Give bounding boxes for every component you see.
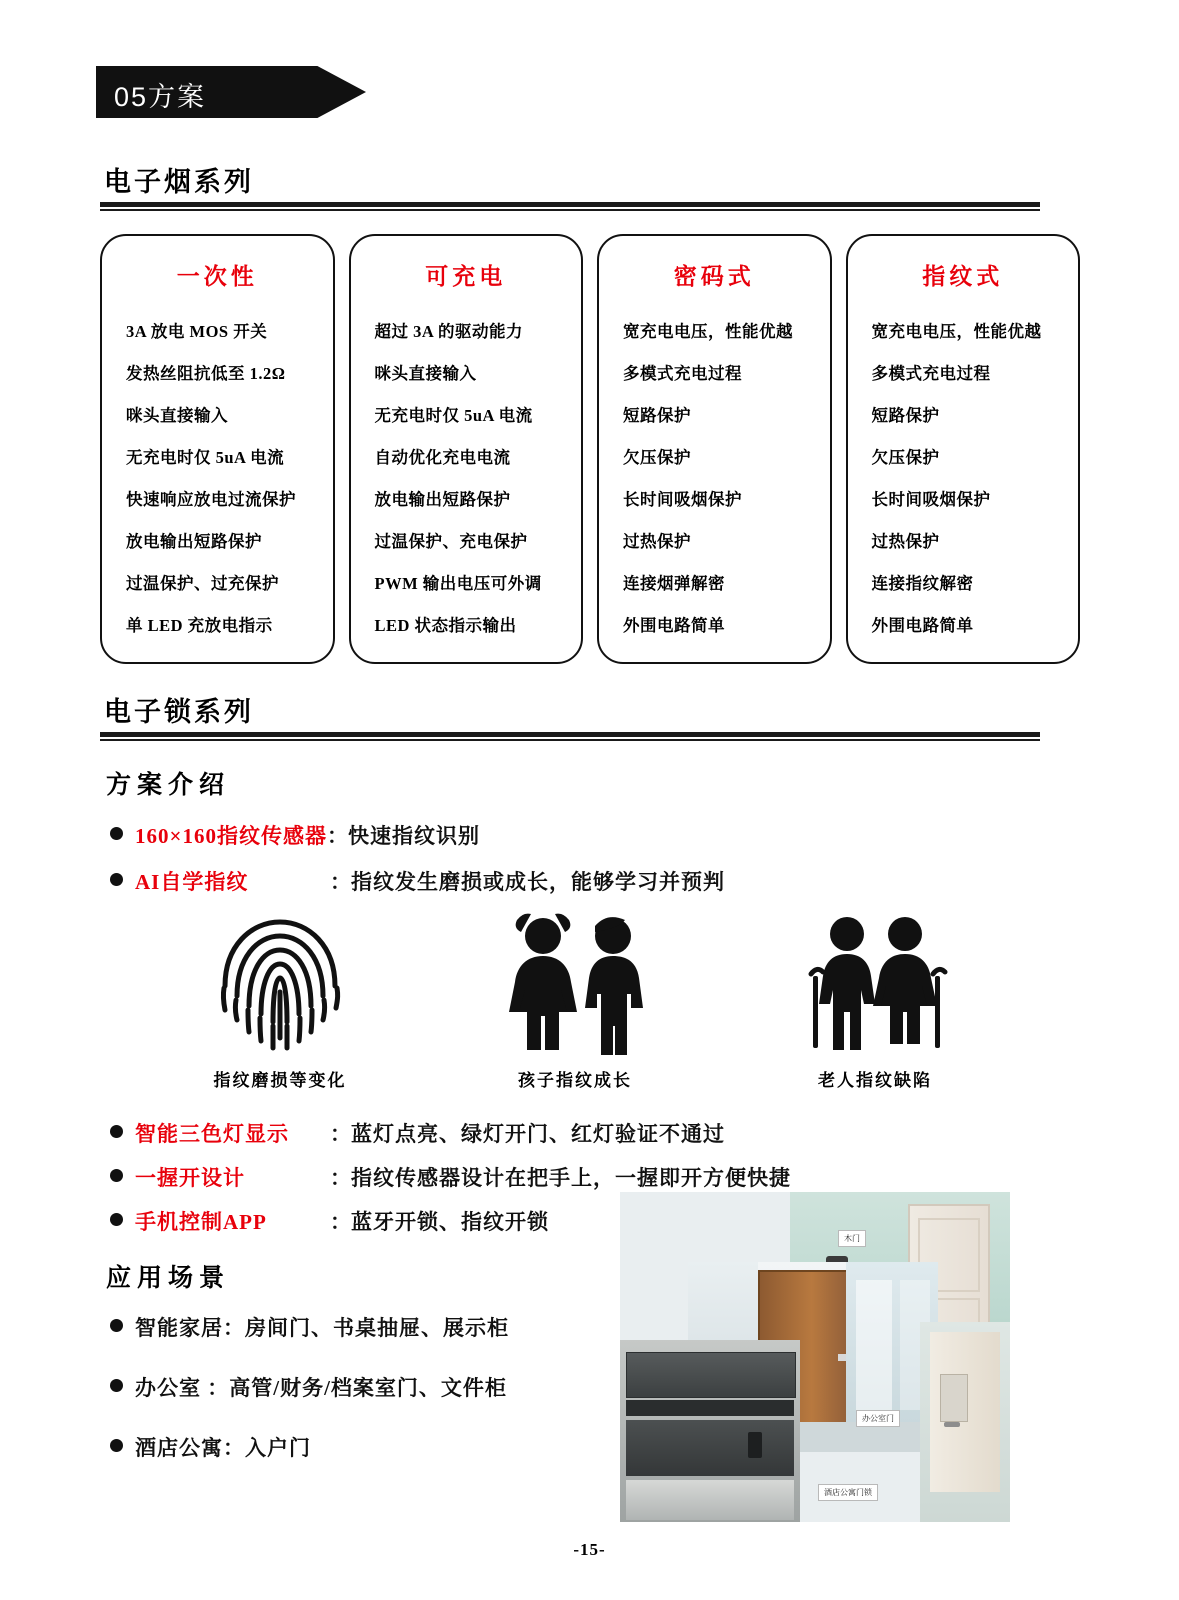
card-item: 咪头直接输入 (374, 364, 477, 383)
card-title: 可充电 (425, 264, 507, 289)
bullet-dot-icon (110, 1439, 123, 1452)
photo-label-wood-door: 木门 (838, 1230, 866, 1247)
card-item: LED 状态指示输出 (374, 616, 517, 635)
card-item: 长时间吸烟保护 (623, 490, 742, 509)
card-title: 一次性 (176, 264, 258, 289)
divider-elock-thin (100, 739, 1040, 741)
card-item: 发热丝阻抗低至 1.2Ω (126, 364, 286, 383)
card-item: PWM 输出电压可外调 (374, 574, 542, 593)
photo-label-hotel-lock: 酒店公寓门锁 (818, 1484, 878, 1501)
plan-intro-bullet (110, 866, 725, 896)
card-item: 3A 放电 MOS 开关 (126, 322, 268, 341)
photo-hotel-lock (920, 1322, 1010, 1522)
feature-bullet (110, 1118, 725, 1148)
bullet-black-text: 酒店公寓：入户门 (135, 1436, 311, 1460)
card-item: 自动优化充电电流 (374, 448, 511, 467)
bullet-black-text: 快速指纹识别 (347, 824, 480, 848)
bullet-dot-icon (110, 873, 123, 886)
fingerprint-icon (215, 910, 345, 1055)
bullet-dot-icon (110, 1319, 123, 1332)
card-item: 过热保护 (871, 532, 940, 551)
icon-illustration-row (100, 910, 1030, 1100)
card-item: 短路保护 (871, 406, 940, 425)
subheading-scenario: 应用场景 (106, 1265, 231, 1292)
bullet-red-text: AI自学指纹 (135, 870, 249, 894)
bullet-red-text: 160×160指纹传感器 (135, 824, 327, 848)
page-number: -15- (573, 1540, 606, 1559)
card-item-list (116, 311, 319, 647)
bullet-black-text: 蓝牙开锁、指纹开锁 (351, 1210, 549, 1234)
feature-card (846, 234, 1081, 664)
icon-caption: 孩子指纹成长 (518, 1071, 632, 1090)
icon-block-elderly (750, 910, 1000, 1091)
feature-bullet (110, 1206, 549, 1236)
bullet-dot-icon (110, 1125, 123, 1138)
card-item-list (613, 311, 816, 647)
card-item: 欠压保护 (871, 448, 940, 467)
card-item: 连接烟弹解密 (623, 574, 725, 593)
card-item: 宽充电电压，性能优越 (871, 322, 1042, 341)
bullet-dot-icon (110, 1169, 123, 1182)
card-item-list (365, 311, 568, 647)
bullet-black-text: 办公室 ：高管/财务/档案室门、文件柜 (135, 1376, 507, 1400)
bullet-black-text: 指纹传感器设计在把手上，一握即开方便快捷 (351, 1166, 791, 1190)
card-item: 过热保护 (623, 532, 691, 551)
bullet-black-text: 指纹发生磨损或成长，能够学习并预判 (351, 870, 725, 894)
children-icon (485, 910, 665, 1055)
bullet-red-text: 一握开设计 (135, 1166, 245, 1190)
feature-card-group (100, 234, 1080, 664)
card-item: 放电输出短路保护 (126, 532, 262, 551)
bullet-dot-icon (110, 1379, 123, 1392)
bullet-red-text: 智能三色灯显示 (135, 1122, 289, 1146)
card-item: 长时间吸烟保护 (871, 490, 991, 509)
divider-elock-thick (100, 732, 1040, 737)
section-title-elock: 电子锁系列 (104, 697, 254, 727)
icon-block-fingerprint (160, 910, 400, 1091)
card-title: 密码式 (673, 264, 755, 289)
card-item: 无充电时仅 5uA 电流 (374, 406, 533, 425)
scenario-bullet (110, 1372, 507, 1402)
section-title-ecig: 电子烟系列 (104, 167, 254, 197)
card-item: 单 LED 充放电指示 (126, 616, 273, 635)
bullet-separator: ： (326, 824, 348, 848)
bullet-black-text: 智能家居：房间门、书桌抽屉、展示柜 (135, 1316, 509, 1340)
bullet-red-text: 手机控制APP (135, 1210, 267, 1234)
photo-label-office-door: 办公室门 (856, 1410, 900, 1427)
application-photo-collage (620, 1192, 1010, 1522)
card-item: 无充电时仅 5uA 电流 (126, 448, 285, 467)
card-item: 连接指纹解密 (871, 574, 974, 593)
feature-card (100, 234, 335, 664)
card-item: 欠压保护 (623, 448, 691, 467)
subheading-plan-intro: 方案介绍 (106, 772, 231, 799)
icon-caption: 指纹磨损等变化 (213, 1071, 347, 1090)
card-item: 超过 3A 的驱动能力 (374, 322, 524, 341)
icon-caption: 老人指纹缺陷 (818, 1071, 932, 1090)
card-item: 放电输出短路保护 (374, 490, 511, 509)
divider-ecig-thin (100, 209, 1040, 211)
icon-block-children (450, 910, 700, 1091)
card-item: 多模式充电过程 (623, 364, 742, 383)
header-tab-label: 05方案 (114, 82, 207, 112)
card-item: 外围电路简单 (871, 616, 974, 635)
card-item: 过温保护、过充保护 (126, 574, 279, 593)
feature-card (349, 234, 584, 664)
feature-card (597, 234, 832, 664)
bullet-separator: ： (330, 1122, 351, 1146)
feature-bullet (110, 1162, 791, 1192)
plan-intro-bullet (110, 820, 480, 850)
photo-cabinet-drawer (620, 1340, 800, 1522)
bullet-separator: ： (330, 1166, 351, 1190)
card-item: 快速响应放电过流保护 (126, 490, 296, 509)
bullet-dot-icon (110, 827, 123, 840)
scenario-bullet (110, 1432, 311, 1462)
card-item: 宽充电电压，性能优越 (623, 322, 793, 341)
elderly-icon (785, 910, 965, 1055)
bullet-separator: ： (330, 870, 351, 894)
card-item-list (862, 311, 1065, 647)
card-item: 外围电路简单 (623, 616, 725, 635)
bullet-black-text: 蓝灯点亮、绿灯开门、红灯验证不通过 (351, 1122, 725, 1146)
bullet-dot-icon (110, 1213, 123, 1226)
scenario-bullet (110, 1312, 509, 1342)
bullet-separator: ： (330, 1210, 351, 1234)
card-item: 多模式充电过程 (871, 364, 991, 383)
divider-ecig-thick (100, 202, 1040, 207)
card-title: 指纹式 (922, 264, 1004, 289)
card-item: 过温保护、充电保护 (374, 532, 528, 551)
card-item: 短路保护 (623, 406, 691, 425)
section-header-tab (96, 66, 366, 118)
card-item: 咪头直接输入 (126, 406, 228, 425)
